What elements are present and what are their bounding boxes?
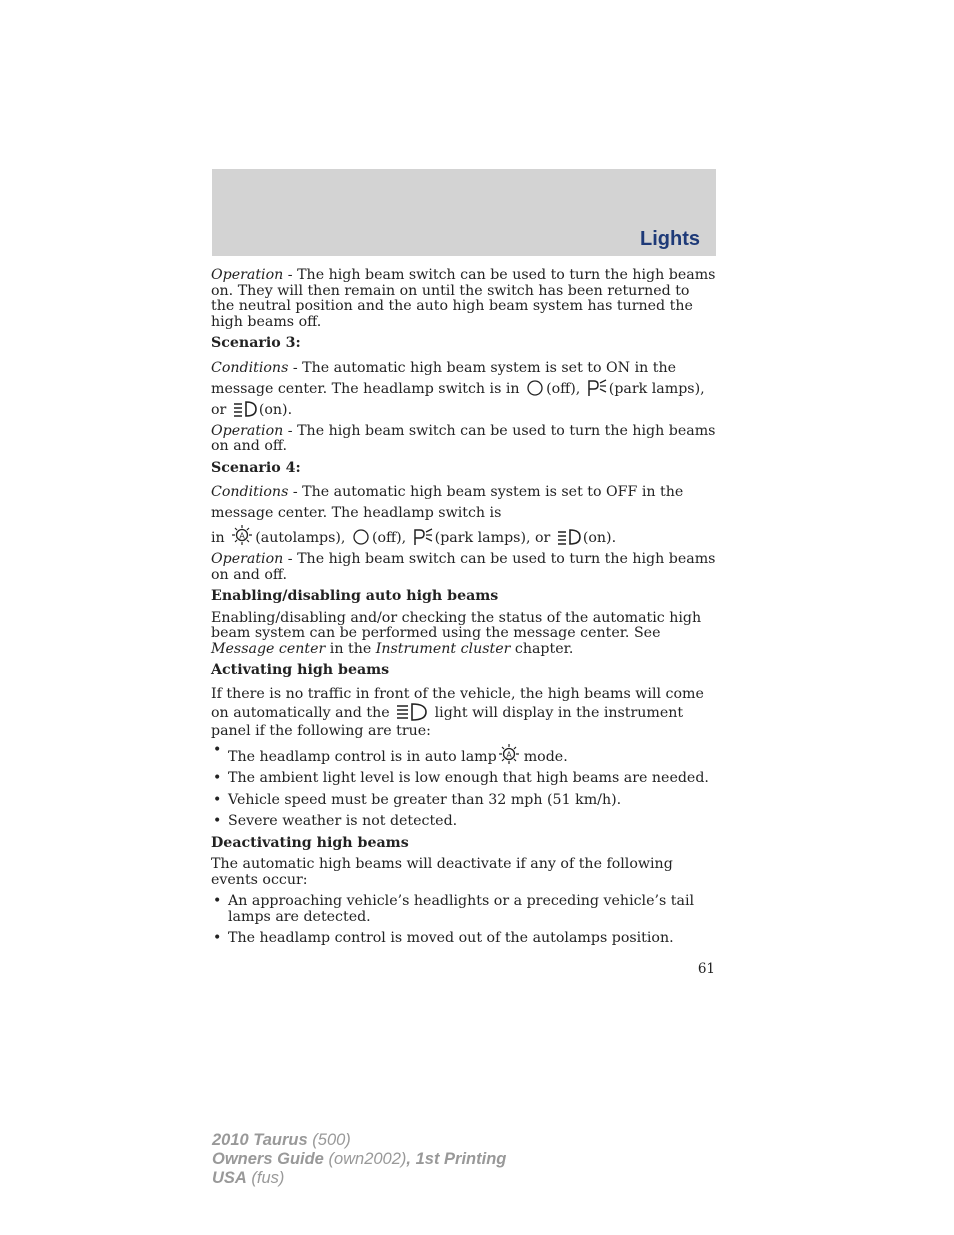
footer-model-code: (500) xyxy=(307,1131,351,1149)
footer-model: 2010 Taurus xyxy=(212,1131,308,1149)
bullet: • xyxy=(213,813,222,829)
conditions-text: - The automatic high beam system is set to ON in the message center. The headlamp switch is in xyxy=(211,359,677,397)
deactivating-paragraph: The automatic high beams will deactivate if any of the following events occur: xyxy=(211,856,673,888)
off-label: (off), xyxy=(371,530,407,546)
list-item xyxy=(211,743,717,766)
scenario-4-heading: Scenario 4: xyxy=(211,459,301,476)
off-label: (off), xyxy=(546,380,581,397)
operation-label: Operation xyxy=(211,422,284,439)
park-lamps-label: (park lamps), or xyxy=(434,530,551,546)
autolamp-icon xyxy=(498,743,520,765)
section-title: Lights xyxy=(640,228,700,250)
off-circle-icon xyxy=(526,379,544,397)
bullet: • xyxy=(213,791,222,808)
park-lamps-icon xyxy=(413,528,433,546)
deactivating-heading: Deactivating high beams xyxy=(211,834,409,851)
activating-text: If there is no traffic in front of the vehicle, the high beams will come on automatically and the xyxy=(211,685,704,721)
enabling-text: in the xyxy=(325,640,376,657)
section-header-band xyxy=(212,169,716,256)
on-label: (on). xyxy=(582,530,617,546)
footer-line-3 xyxy=(212,1169,506,1188)
list-item-text: The ambient light level is low enough that high beams are needed. xyxy=(228,770,709,786)
document-footer xyxy=(212,1131,506,1188)
park-lamps-icon xyxy=(587,379,607,397)
operation-text: - The high beam switch can be used to turn the high beams on and off. xyxy=(211,551,716,583)
headlamp-on-icon xyxy=(233,400,257,418)
conditions-label: Conditions xyxy=(211,484,289,500)
activating-text: light will display in the instrument panel if the following are true: xyxy=(211,704,684,739)
activating-paragraph xyxy=(211,685,717,740)
list-item xyxy=(211,814,717,830)
svg-text:A: A xyxy=(239,531,245,541)
activating-heading: Activating high beams xyxy=(211,662,390,678)
conditions-label: Conditions xyxy=(211,359,289,376)
headlamp-on-icon xyxy=(557,528,581,546)
conditions-text: - The automatic high beam system is set to OFF in the message center. The headlamp switch is xyxy=(211,484,684,521)
message-center-reference: Message center xyxy=(211,640,326,657)
or-label: or xyxy=(211,401,227,418)
enabling-text: Enabling/disabling and/or checking the status of the automatic high beam system can be performed using the message center. See xyxy=(211,609,702,641)
enabling-heading: Enabling/disabling auto high beams xyxy=(211,588,499,604)
footer-market: USA xyxy=(212,1169,247,1187)
bullet: • xyxy=(213,741,222,758)
list-item-text: The headlamp control is moved out of the autolamps position. xyxy=(228,930,674,946)
scenario-4-conditions xyxy=(211,482,717,549)
on-label: (on). xyxy=(258,401,293,418)
scenario-3-operation xyxy=(211,424,717,455)
list-item xyxy=(211,894,717,925)
footer-guide-code: (own2002) xyxy=(323,1150,407,1168)
headlamp-on-icon xyxy=(396,703,428,721)
park-lamps-label: (park lamps), xyxy=(608,380,705,397)
list-item-text: The headlamp control is in auto lamp xyxy=(228,748,497,765)
scenario-3-heading: Scenario 3: xyxy=(211,335,301,351)
operation-text: - The high beam switch can be used to turn the high beams on. They will then remain on until the switch has been returned to the neutral position and the auto high beam system has turned the high beams off. xyxy=(211,267,716,330)
operation-label: Operation xyxy=(211,267,284,283)
deactivating-events-list xyxy=(211,894,717,947)
operation-label: Operation xyxy=(211,551,284,567)
activating-conditions-list xyxy=(211,743,717,830)
footer-market-code: (fus) xyxy=(246,1169,285,1187)
scenario-3-conditions xyxy=(211,358,717,421)
off-circle-icon xyxy=(352,528,370,546)
bullet: • xyxy=(213,893,222,909)
instrument-cluster-reference: Instrument cluster xyxy=(375,640,511,657)
page-content xyxy=(211,268,717,953)
in-label: in xyxy=(211,530,225,546)
list-item xyxy=(211,931,717,947)
bullet: • xyxy=(213,930,222,946)
scenario-4-operation xyxy=(211,552,717,583)
operation-text: - The high beam switch can be used to turn the high beams on and off. xyxy=(211,422,716,454)
autolamp-icon xyxy=(231,524,253,546)
bullet: • xyxy=(213,770,222,786)
footer-printing: , 1st Printing xyxy=(406,1150,507,1168)
autolamps-label: (autolamps), xyxy=(255,530,346,546)
footer-line-1 xyxy=(212,1131,506,1150)
list-item-text: An approaching vehicle’s headlights or a preceding vehicle’s tail lamps are detected. xyxy=(228,893,695,925)
footer-line-2 xyxy=(212,1150,506,1169)
list-item-text: Severe weather is not detected. xyxy=(228,813,458,829)
page-number: 61 xyxy=(697,961,715,977)
operation-paragraph-1 xyxy=(211,268,717,330)
list-item-text: Vehicle speed must be greater than 32 mph (51 km/h). xyxy=(228,791,622,808)
enabling-paragraph xyxy=(211,611,717,658)
list-item xyxy=(211,793,717,809)
list-item-text: mode. xyxy=(523,748,568,765)
enabling-text: chapter. xyxy=(510,640,574,657)
list-item xyxy=(211,771,717,787)
svg-text:A: A xyxy=(506,750,512,759)
footer-guide: Owners Guide xyxy=(212,1150,324,1168)
